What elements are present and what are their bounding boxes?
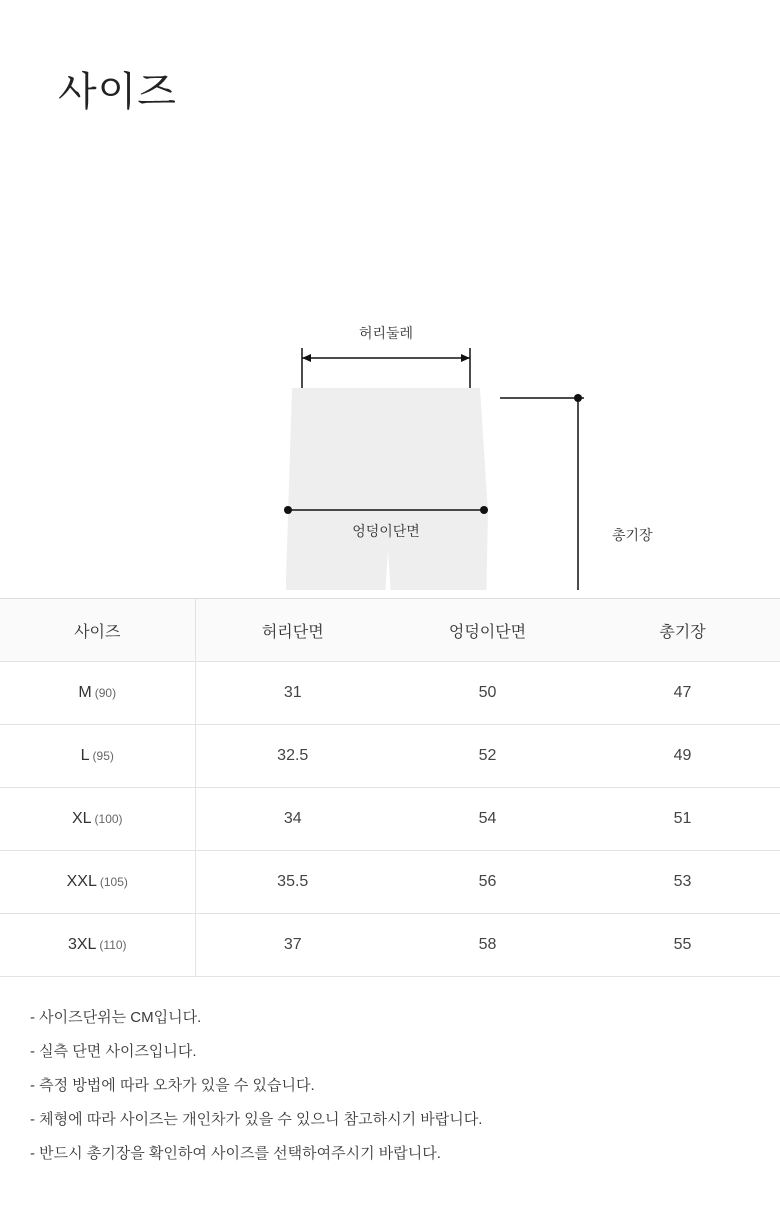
size-sub-label: (100) <box>94 812 123 826</box>
cell-hip: 56 <box>390 851 585 914</box>
page-title: 사이즈 <box>58 70 177 114</box>
size-label: M <box>78 684 92 701</box>
size-diagram <box>0 150 780 590</box>
size-label: XXL <box>66 873 97 890</box>
column-header-hip: 엉덩이단면 <box>390 599 585 662</box>
size-table <box>0 598 780 977</box>
cell-waist: 31 <box>195 662 390 725</box>
column-header-length: 총기장 <box>585 599 780 662</box>
note-item: - 실측 단면 사이즈입니다. <box>30 1043 197 1060</box>
table-row <box>0 851 780 914</box>
cell-hip: 52 <box>390 725 585 788</box>
label-hip-section: 엉덩이단면 <box>352 523 420 539</box>
cell-waist: 32.5 <box>195 725 390 788</box>
size-label: L <box>80 747 90 764</box>
note-item: - 측정 방법에 따라 오차가 있을 수 있습니다. <box>30 1077 315 1094</box>
table-row <box>0 662 780 725</box>
length-measure-line <box>496 394 584 590</box>
size-sub-label: (110) <box>99 938 127 952</box>
cell-length: 51 <box>585 788 780 851</box>
cell-waist: 34 <box>195 788 390 851</box>
label-total-length: 총기장 <box>612 527 653 543</box>
size-label: 3XL <box>67 936 97 953</box>
column-header-waist: 허리단면 <box>195 599 390 662</box>
label-waist-circumference: 허리둘레 <box>358 325 414 341</box>
cell-size <box>0 788 195 851</box>
cell-length: 47 <box>585 662 780 725</box>
cell-hip: 50 <box>390 662 585 725</box>
table-row <box>0 788 780 851</box>
cell-size <box>0 914 195 977</box>
cell-size <box>0 725 195 788</box>
note-item: - 체형에 따라 사이즈는 개인차가 있을 수 있으니 참고하시기 바랍니다. <box>30 1111 483 1128</box>
table-header-row <box>0 599 780 662</box>
note-item: - 반드시 총기장을 확인하여 사이즈를 선택하여주시기 바랍니다. <box>30 1145 441 1162</box>
size-label: XL <box>71 810 92 827</box>
column-header-size: 사이즈 <box>0 599 195 662</box>
table-row <box>0 725 780 788</box>
cell-hip: 58 <box>390 914 585 977</box>
size-sub-label: (95) <box>92 749 114 763</box>
cell-length: 49 <box>585 725 780 788</box>
notes-section <box>30 1010 750 1180</box>
cell-hip: 54 <box>390 788 585 851</box>
table-row <box>0 914 780 977</box>
cell-waist: 35.5 <box>195 851 390 914</box>
cell-size <box>0 662 195 725</box>
cell-length: 53 <box>585 851 780 914</box>
cell-waist: 37 <box>195 914 390 977</box>
size-sub-label: (105) <box>99 875 128 889</box>
note-item: - 사이즈단위는 CM입니다. <box>30 1009 202 1026</box>
cell-size <box>0 851 195 914</box>
shorts-illustration-shape <box>286 388 488 590</box>
cell-length: 55 <box>585 914 780 977</box>
waist-measure-line <box>302 348 470 388</box>
size-sub-label: (90) <box>94 686 117 700</box>
